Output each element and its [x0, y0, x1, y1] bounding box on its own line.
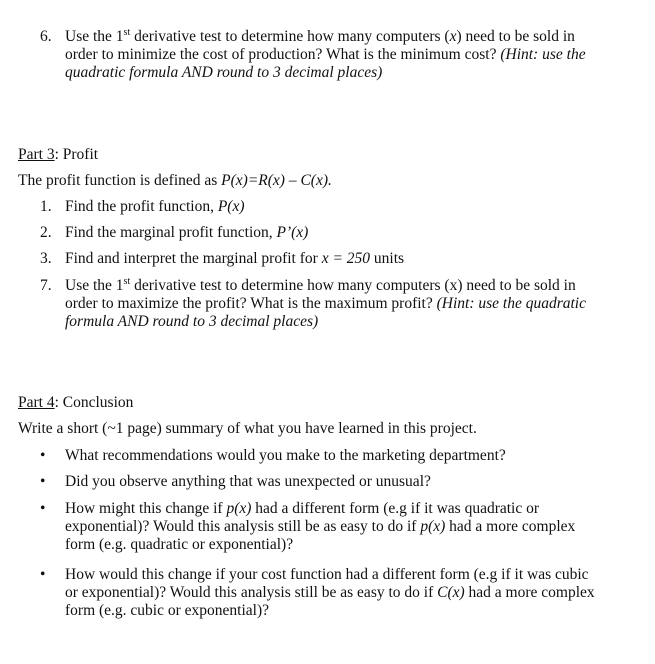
question-number: 7.	[40, 277, 52, 294]
bullet-icon: •	[40, 473, 46, 490]
part-3-intro: The profit function is defined as P(x)=R(x) – C(x).	[18, 172, 332, 189]
question-6-text: Use the 1st derivative test to determine how many computers (x) need to be sold in order to minimize the cost of production? What is the minimum cost? (Hint: use the quadratic formula AND round to 3 decimal places)	[65, 26, 586, 81]
bullet-icon: •	[40, 500, 46, 517]
part-4-intro: Write a short (~1 page) summary of what you have learned in this project.	[18, 420, 477, 437]
item-number: 1.	[40, 198, 52, 215]
question-number: 6.	[40, 28, 52, 45]
part-3-heading: Part 3: Profit	[18, 146, 99, 163]
part-4-heading: Part 4: Conclusion	[18, 394, 134, 411]
item-number: 3.	[40, 250, 52, 267]
bullet-icon: •	[40, 566, 46, 583]
item-number: 2.	[40, 224, 52, 241]
question-7-text: Use the 1st derivative test to determine how many computers (x) need to be sold in order to maximize the profit? What is the maximum profit? (Hint: use the quadratic formula AND round to 3 decimal places)	[65, 275, 586, 330]
bullet-icon: •	[40, 447, 46, 464]
